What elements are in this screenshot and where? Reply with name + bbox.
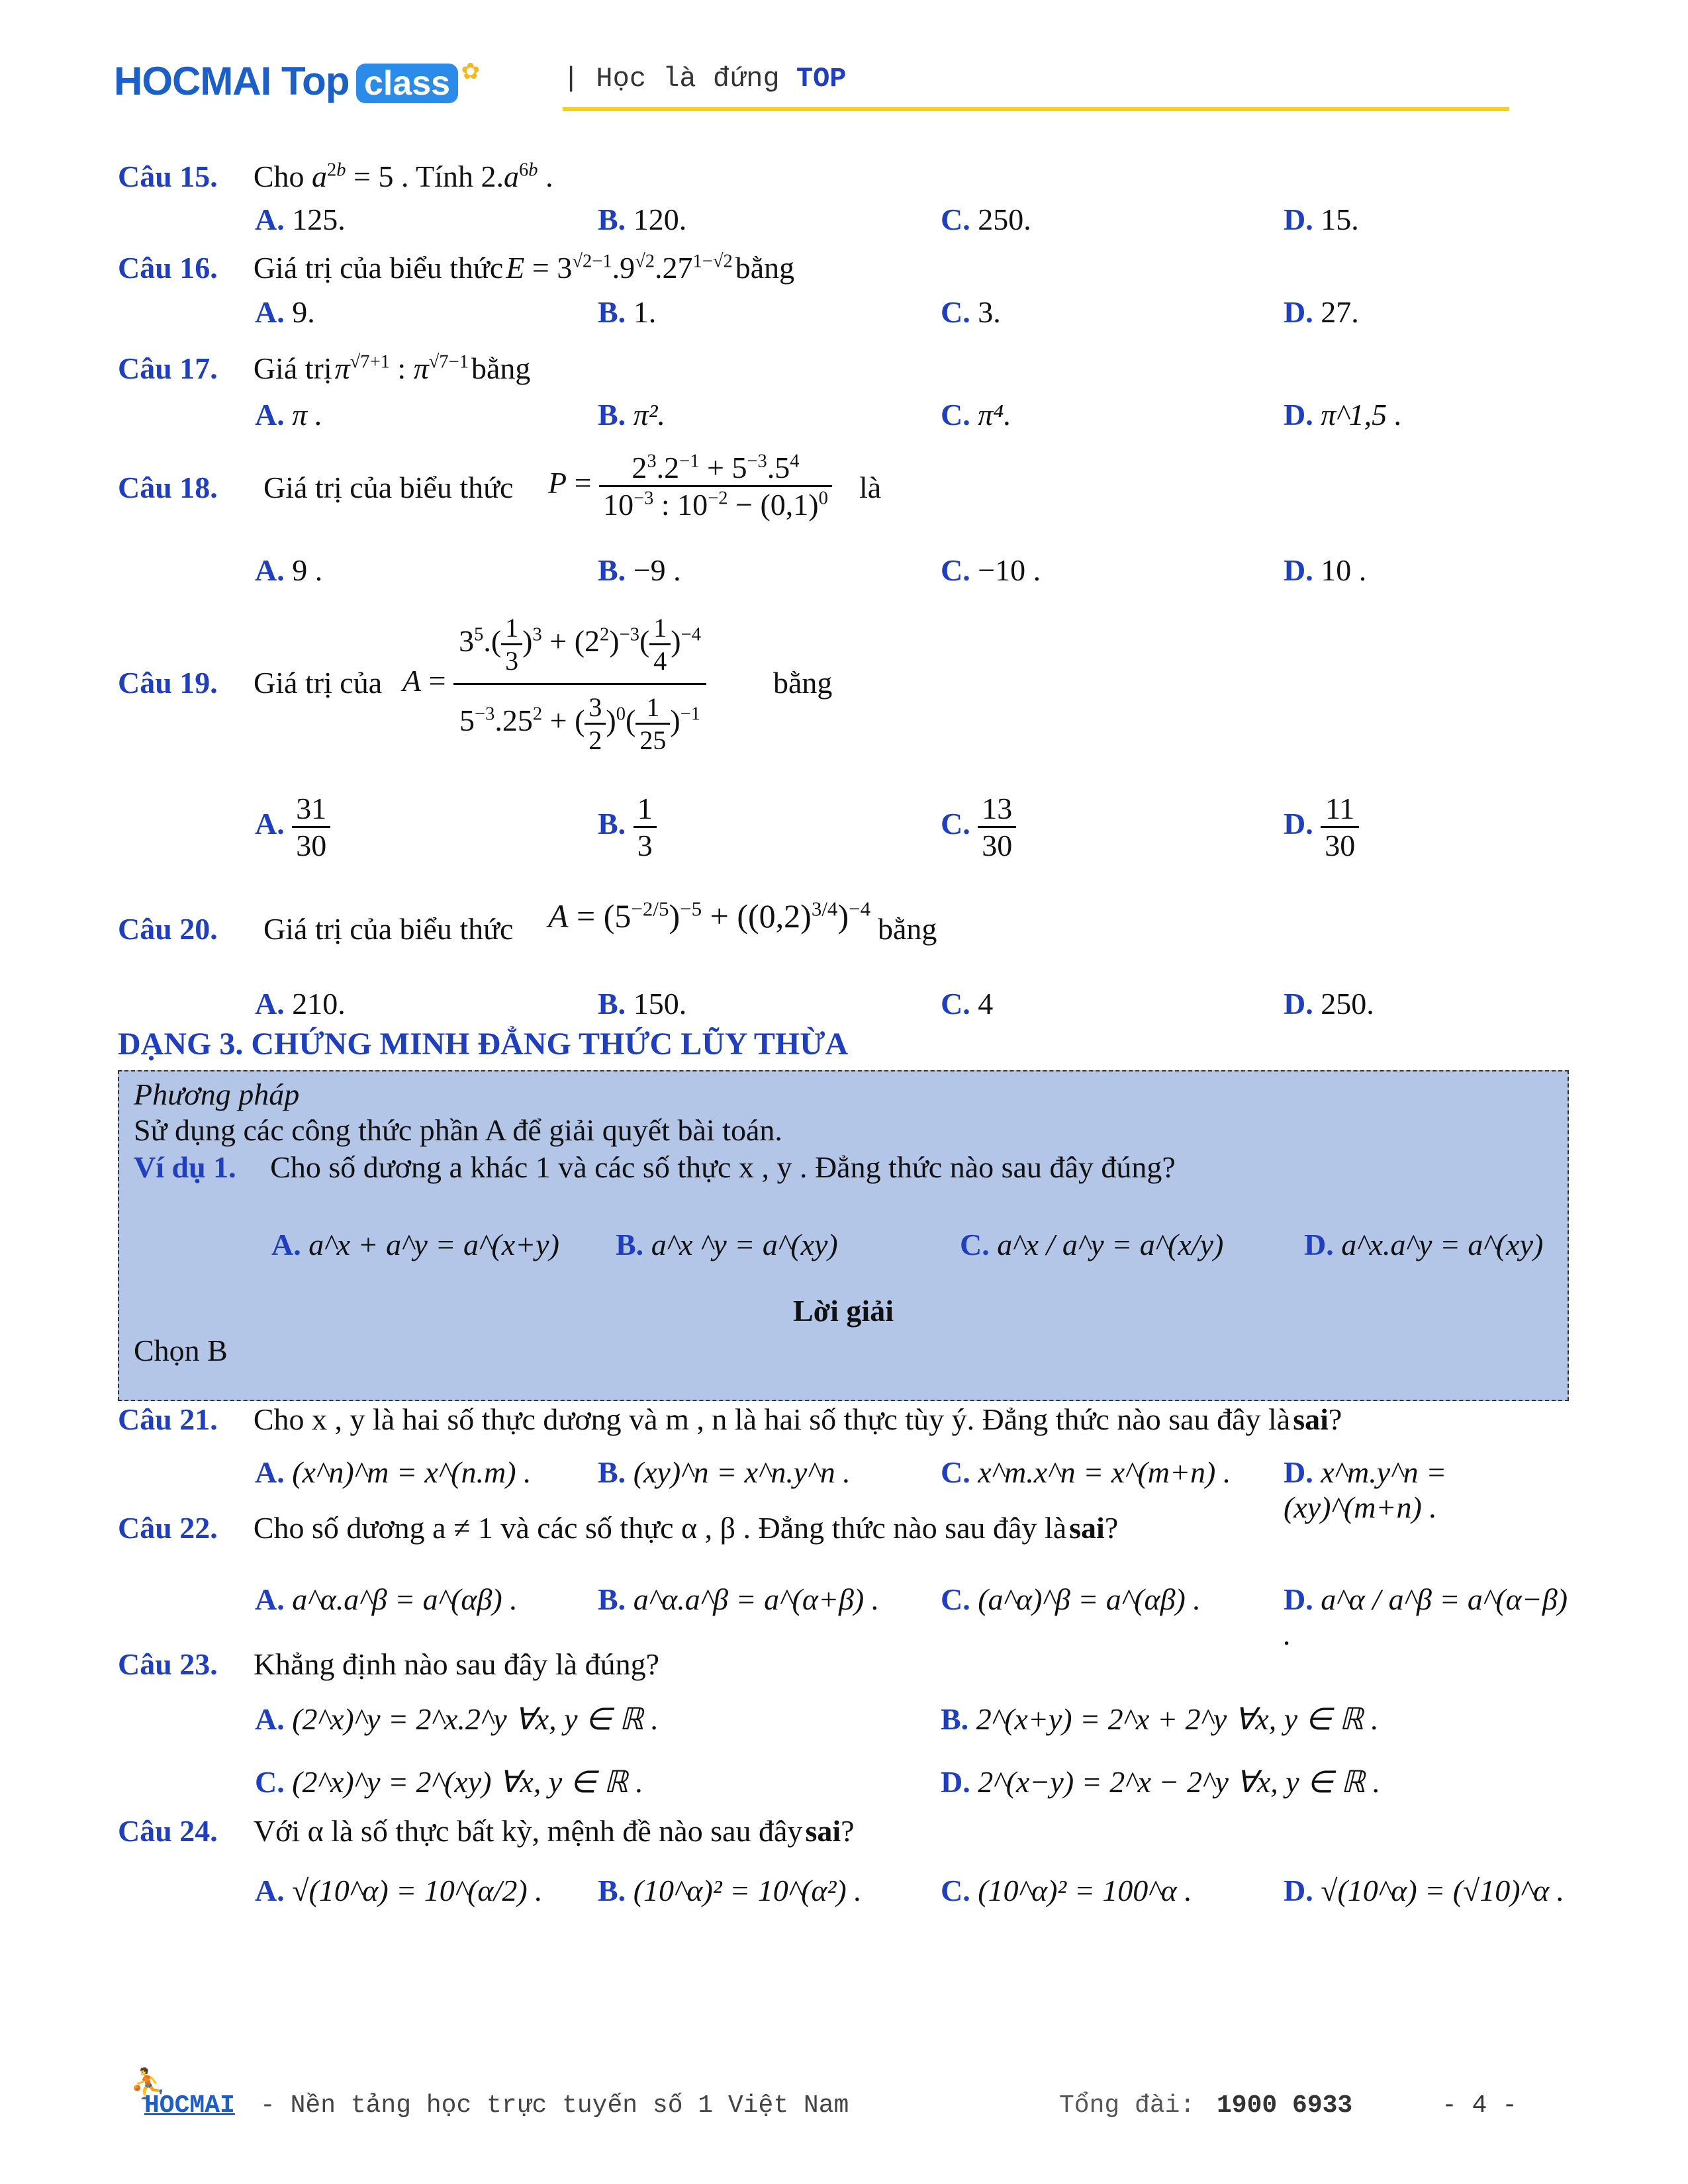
option-d[interactable]: D. 10 .	[1284, 553, 1367, 587]
question-text: Cho x , y là hai số thực dương và m , n là hai số thực tùy ý. Đẳng thức nào sau đây là	[253, 1402, 1291, 1436]
option-b[interactable]: B. 150.	[598, 987, 687, 1021]
page-number: - 4 -	[1442, 2091, 1518, 2120]
question-15	[118, 159, 1574, 194]
answer: Chọn B	[134, 1334, 228, 1367]
option-d[interactable]: D. 2^(x−y) = 2^x − 2^y ∀x, y ∈ ℝ .	[941, 1765, 1381, 1799]
option-c[interactable]: C. 3.	[941, 295, 1001, 329]
logo-main: HOCMAI Top	[114, 59, 350, 103]
question-22	[118, 1510, 1574, 1545]
question-text: Giá trị của	[254, 666, 383, 700]
option-a[interactable]: A. 9 .	[255, 553, 323, 587]
option-b[interactable]: B. a^α.a^β = a^(α+β) .	[598, 1582, 880, 1616]
option-c[interactable]: C. (a^α)^β = a^(αβ) .	[941, 1582, 1201, 1616]
q20-options	[255, 986, 1579, 1026]
question-text: Giá trị của biểu thức	[263, 912, 514, 946]
question-18	[118, 443, 1574, 543]
question-label: Câu 17.	[118, 351, 218, 385]
option-a[interactable]: A. 9.	[255, 295, 315, 329]
option-b[interactable]: B. 1.	[598, 295, 657, 329]
q24-options	[255, 1873, 1579, 1926]
option-a[interactable]: A. √(10^α) = 10^(α/2) .	[255, 1874, 543, 1907]
option-b[interactable]: B. −9 .	[598, 553, 681, 587]
q18-options	[255, 553, 1579, 592]
question-tail: bằng	[735, 251, 795, 285]
example-label: Ví dụ 1.	[134, 1150, 236, 1184]
example-option-b[interactable]: B. a^x ^y = a^(xy)	[616, 1228, 838, 1261]
option-d[interactable]: D. 15.	[1284, 203, 1359, 236]
option-c[interactable]: C. π⁴.	[941, 398, 1011, 432]
option-d[interactable]: D. 250.	[1284, 987, 1374, 1021]
question-label: Câu 15.	[118, 159, 218, 193]
question-end: ?	[841, 1814, 855, 1848]
question-text: Khẳng định nào sau đây là đúng?	[253, 1647, 659, 1681]
option-d[interactable]: D. x^m.y^n = (xy)^(m+n) .	[1284, 1455, 1447, 1524]
option-c[interactable]: C. (10^α)² = 100^α .	[941, 1874, 1192, 1907]
q19-options	[255, 791, 1579, 877]
question-19	[118, 592, 1574, 791]
question-expr: $\pi^{√7+1}$ : $\pi^{√7-1}$	[334, 351, 469, 385]
question-label: Câu 18.	[118, 471, 218, 504]
question-tail: bằng	[773, 666, 833, 700]
slogan-prefix: | Học là đứng	[563, 63, 796, 95]
question-text: Giá trị của biểu thức	[253, 251, 504, 285]
question-label: Câu 24.	[118, 1814, 218, 1848]
footer-hotline-label: Tổng đài:	[1059, 2091, 1196, 2120]
question-text: Giá trị của biểu thức	[263, 471, 514, 504]
option-a[interactable]: A. 125.	[255, 203, 346, 236]
question-expr: A = $3^5$.( $\frac{1}{3}$ )$^3 + (2^2)^{-3}$( $\frac{1}{4}$ )$^{-4}$ $5^{-3}.25^2$ + ( $\frac{3}{2}$ )$^0$( $\frac{1}{25}$ )$^{-1}$	[402, 606, 706, 762]
slogan-top: TOP	[796, 63, 847, 95]
footer	[118, 2068, 1574, 2131]
logo-badge: class	[356, 64, 458, 103]
footer-hotline: 1900 6933	[1217, 2091, 1353, 2120]
question-end: ?	[1104, 1511, 1119, 1545]
q21-options	[255, 1455, 1579, 1524]
question-label: Câu 23.	[118, 1647, 218, 1681]
method-text: Sử dụng các công thức phần A để giải quyết bài toán.	[134, 1113, 782, 1147]
option-c[interactable]: C. x^m.x^n = x^(m+n) .	[941, 1455, 1231, 1489]
option-b[interactable]: B. π².	[598, 398, 666, 432]
question-text: Giá trị	[253, 351, 332, 385]
option-d[interactable]: D. 27.	[1284, 295, 1359, 329]
question-23	[118, 1647, 1574, 1682]
question-label: Câu 19.	[118, 666, 218, 700]
question-label: Câu 20.	[118, 912, 218, 946]
q17-options	[255, 397, 1579, 437]
question-text: Cho số dương a ≠ 1 và các số thực α , β . Đẳng thức nào sau đây là	[253, 1511, 1067, 1545]
option-c[interactable]: C. $\frac{13}{30}$	[941, 791, 1016, 863]
example-text: Cho số dương a khác 1 và các số thực x , y . Đẳng thức nào sau đây đúng?	[270, 1150, 1176, 1184]
question-text: Với α là số thực bất kỳ, mệnh đề nào sau đây	[253, 1814, 803, 1848]
question-text: Cho $a^{2b} = 5$ . Tính $2.a^{6b}$ .	[253, 159, 553, 193]
question-21	[118, 1402, 1574, 1437]
example-option-a[interactable]: A. a^x + a^y = a^(x+y)	[271, 1228, 559, 1261]
logo-star-icon: ✿	[461, 59, 481, 84]
question-tail: bằng	[471, 351, 531, 385]
option-b[interactable]: B. 120.	[598, 203, 687, 236]
question-tail: là	[859, 471, 882, 504]
option-a[interactable]: A. (x^n)^m = x^(n.m) .	[255, 1455, 532, 1489]
option-a[interactable]: A. (2^x)^y = 2^x.2^y ∀x, y ∈ ℝ .	[255, 1702, 659, 1736]
question-bold: sai	[1293, 1402, 1329, 1436]
option-b[interactable]: B. 2^(x+y) = 2^x + 2^y ∀x, y ∈ ℝ .	[941, 1702, 1379, 1736]
footer-brand: HOCMAI	[144, 2091, 235, 2120]
solution-label: Lời giải	[793, 1294, 894, 1328]
option-d[interactable]: D. $\frac{11}{30}$	[1284, 791, 1359, 863]
option-b[interactable]: B. (xy)^n = x^n.y^n .	[598, 1455, 851, 1489]
question-20	[118, 884, 1574, 976]
example	[134, 1150, 1557, 1185]
question-expr: P = $\frac{2^3.2^{-1} + 5^{-3}.5^4}{10^{-3} : 10^{-2} - (0,1)^0}$	[548, 450, 832, 522]
question-tail: bằng	[878, 912, 937, 946]
option-d[interactable]: D. π^1,5 .	[1284, 398, 1403, 432]
footer-tagline: - Nền tảng học trực tuyến số 1 Việt Nam	[260, 2091, 849, 2120]
q16-options	[255, 295, 1579, 334]
question-expr: $A = (5^{-2/5})^{-5} + ((0,2)^{3/4})^{-4}$	[548, 897, 871, 934]
option-a[interactable]: A. a^α.a^β = a^(αβ) .	[255, 1582, 518, 1616]
question-24	[118, 1813, 1574, 1848]
question-label: Câu 16.	[118, 251, 218, 285]
example-options	[271, 1214, 1562, 1287]
question-bold: sai	[1069, 1511, 1105, 1545]
question-17	[118, 351, 1574, 386]
question-bold: sai	[805, 1814, 841, 1848]
method-box	[118, 1070, 1569, 1401]
option-c[interactable]: C. 250.	[941, 203, 1031, 236]
option-b[interactable]: B. (10^α)² = 10^(α²) .	[598, 1874, 862, 1907]
q15-options	[255, 202, 1579, 242]
option-c[interactable]: C. (2^x)^y = 2^(xy) ∀x, y ∈ ℝ .	[255, 1765, 643, 1799]
option-d[interactable]: D. a^α / a^β = a^(α−β) .	[1284, 1582, 1568, 1651]
option-c[interactable]: C. 4	[941, 987, 994, 1021]
footer-logo-icon: ⛹	[130, 2068, 166, 2100]
example-option-c[interactable]: C. a^x / a^y = a^(x/y)	[960, 1228, 1224, 1261]
option-d[interactable]: D. √(10^α) = (√10)^α .	[1284, 1874, 1565, 1907]
question-end: ?	[1328, 1402, 1342, 1436]
question-label: Câu 21.	[118, 1402, 218, 1436]
option-c[interactable]: C. −10 .	[941, 553, 1041, 587]
method-label: Phương pháp	[134, 1077, 300, 1111]
example-option-d[interactable]: D. a^x.a^y = a^(xy)	[1304, 1228, 1544, 1261]
option-b[interactable]: B. $\frac{1}{3}$	[598, 791, 657, 863]
q23-options	[255, 1701, 1579, 1807]
slogan	[563, 63, 846, 95]
option-a[interactable]: A. $\frac{31}{30}$	[255, 791, 330, 863]
section-title: DẠNG 3. CHỨNG MINH ĐẲNG THỨC LŨY THỪA	[118, 1026, 849, 1062]
question-label: Câu 22.	[118, 1511, 218, 1545]
q22-options	[255, 1582, 1579, 1651]
question-16	[118, 250, 1574, 285]
logo	[114, 58, 480, 104]
header-divider	[563, 107, 1509, 111]
question-expr: $E = 3^{√2-1}.9^{√2}.27^{1-√2}$	[506, 251, 733, 285]
option-a[interactable]: A. 210.	[255, 987, 346, 1021]
option-a[interactable]: A. π .	[255, 398, 323, 432]
